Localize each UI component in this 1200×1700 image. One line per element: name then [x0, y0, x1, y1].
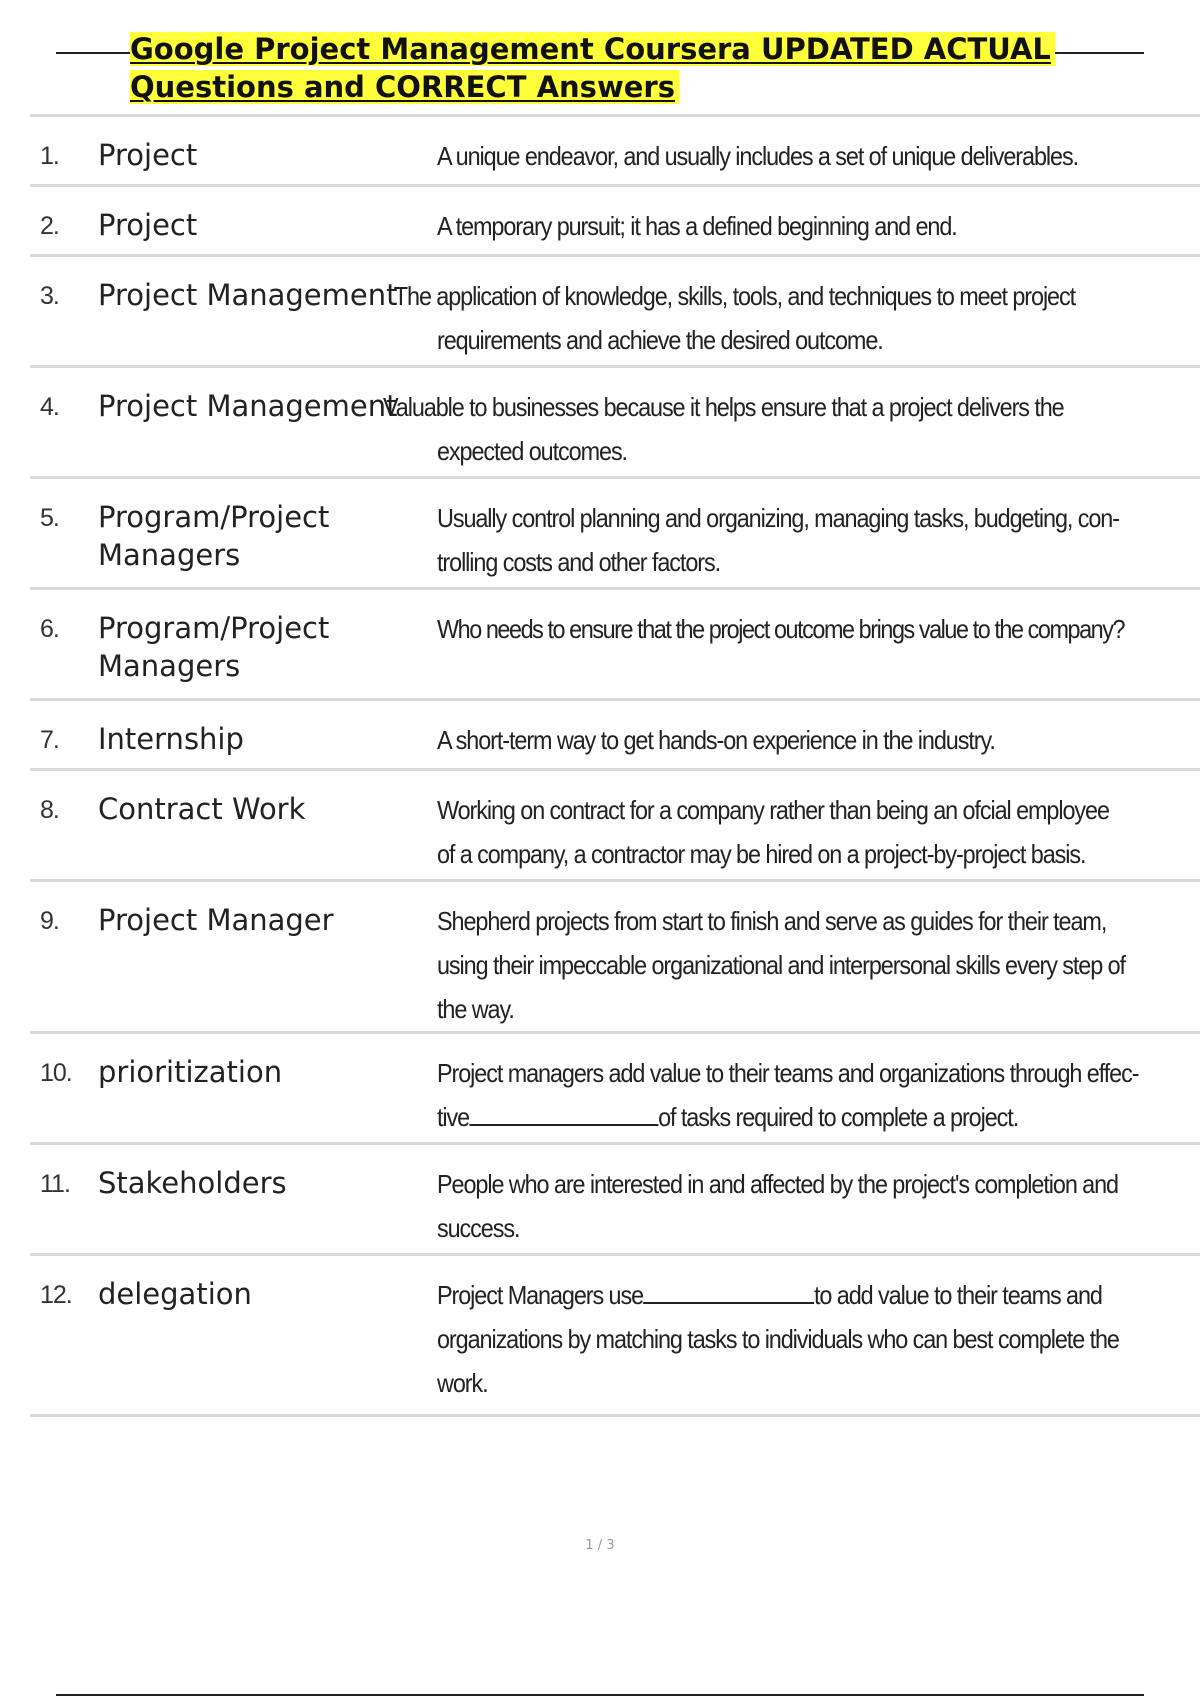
- row-number: 8.: [40, 796, 59, 824]
- definition-line: A unique endeavor, and usually includes a set of unique deliverables.: [437, 141, 1078, 171]
- table-row: [30, 1142, 1200, 1253]
- row-number: 2.: [40, 212, 59, 240]
- row-definition: [437, 899, 1130, 1031]
- definition-text: tive: [437, 1102, 470, 1132]
- row-number: 4.: [40, 393, 59, 421]
- row-number: 11.: [40, 1170, 70, 1198]
- table-row: [30, 879, 1200, 1031]
- document-title: [56, 30, 1144, 114]
- row-term: Contract Work: [98, 792, 306, 826]
- row-definition: [437, 134, 1130, 178]
- definition-line: Who needs to ensure that the project outcome brings value to the company?: [437, 614, 1125, 644]
- table-row: [30, 1031, 1200, 1142]
- row-number: 3.: [40, 282, 59, 310]
- row-definition: [437, 496, 1130, 584]
- definition-line: Working on contract for a company rather than being an ofcial employee: [437, 795, 1109, 825]
- definition-line: Valuable to businesses because it helps ensure that a project delivers the: [383, 392, 1064, 422]
- row-number: 12.: [40, 1281, 72, 1309]
- table-row: [30, 587, 1200, 698]
- table-row: [30, 365, 1200, 476]
- row-definition: [437, 204, 1130, 248]
- row-definition: [437, 1162, 1130, 1250]
- definition-line: trolling costs and other factors.: [437, 547, 721, 577]
- row-number: 1.: [40, 142, 59, 170]
- definition-line: Project managers add value to their teams and organizations through effec-: [437, 1058, 1139, 1088]
- definition-line: The application of knowledge, skills, tools, and techniques to meet project: [393, 281, 1076, 311]
- row-term: Project: [98, 138, 198, 172]
- row-definition: [383, 385, 1130, 473]
- definition-line: organizations by matching tasks to individuals who can best complete the: [437, 1324, 1119, 1354]
- row-definition: [437, 1273, 1130, 1405]
- definition-text: to add value to their teams and: [814, 1280, 1102, 1310]
- definition-line: People who are interested in and affected by the project's completion and: [437, 1169, 1118, 1199]
- title-line-1: Google Project Management Coursera UPDATED ACTUAL: [130, 32, 1055, 66]
- definition-line: A temporary pursuit; it has a defined beginning and end.: [437, 211, 957, 241]
- row-number: 6.: [40, 615, 59, 643]
- title-text: [130, 30, 1055, 106]
- row-term: Project Management: [98, 389, 398, 423]
- table-row: [30, 254, 1200, 365]
- definition-line: success.: [437, 1213, 520, 1243]
- definition-line: Shepherd projects from start to finish and serve as guides for their team,: [437, 906, 1107, 936]
- row-term: Project: [98, 208, 198, 242]
- row-number: 9.: [40, 907, 59, 935]
- page-number: 1 / 3: [585, 1538, 615, 1553]
- title-line-2: Questions and CORRECT Answers: [130, 70, 679, 104]
- definition-line: A short-term way to get hands-on experience in the industry.: [437, 725, 995, 755]
- table-row: [30, 768, 1200, 879]
- definition-line: expected outcomes.: [437, 436, 627, 466]
- row-number: 10.: [40, 1059, 72, 1087]
- row-definition: [437, 788, 1130, 876]
- definition-line: work.: [437, 1368, 488, 1398]
- row-term: prioritization: [98, 1055, 283, 1089]
- definition-line: requirements and achieve the desired outcome.: [437, 325, 883, 355]
- fill-in-blank: [469, 1100, 658, 1126]
- row-number: 7.: [40, 726, 59, 754]
- row-term: Project Management: [98, 278, 398, 312]
- table-row: [30, 698, 1200, 768]
- definition-line: [437, 1095, 1130, 1139]
- row-term: Program/Project Managers: [98, 611, 330, 683]
- qa-table: [30, 114, 1200, 1417]
- table-row: [30, 1253, 1200, 1417]
- table-row: [30, 114, 1200, 184]
- row-term: delegation: [98, 1277, 252, 1311]
- row-term: Program/Project Managers: [98, 500, 330, 572]
- fill-in-blank: [643, 1278, 814, 1304]
- definition-line: [437, 1273, 1130, 1317]
- footer-rule: [56, 1694, 1144, 1696]
- row-term: Stakeholders: [98, 1166, 287, 1200]
- table-row: [30, 476, 1200, 587]
- definition-text: of tasks required to complete a project.: [658, 1102, 1019, 1132]
- row-definition: [437, 718, 1130, 762]
- row-term: Project Manager: [98, 903, 334, 937]
- definition-line: the way.: [437, 994, 514, 1024]
- definition-text: Project Managers use: [437, 1280, 644, 1310]
- table-row: [30, 184, 1200, 254]
- definition-line: of a company, a contractor may be hired on a project-by-project basis.: [437, 839, 1086, 869]
- row-term: Internship: [98, 722, 244, 756]
- row-definition: [393, 274, 1130, 362]
- definition-line: Usually control planning and organizing, managing tasks, budgeting, con-: [437, 503, 1119, 533]
- row-definition: [437, 607, 1130, 651]
- definition-line: using their impeccable organizational and interpersonal skills every step of: [437, 950, 1125, 980]
- row-definition: [437, 1051, 1139, 1139]
- row-number: 5.: [40, 504, 59, 532]
